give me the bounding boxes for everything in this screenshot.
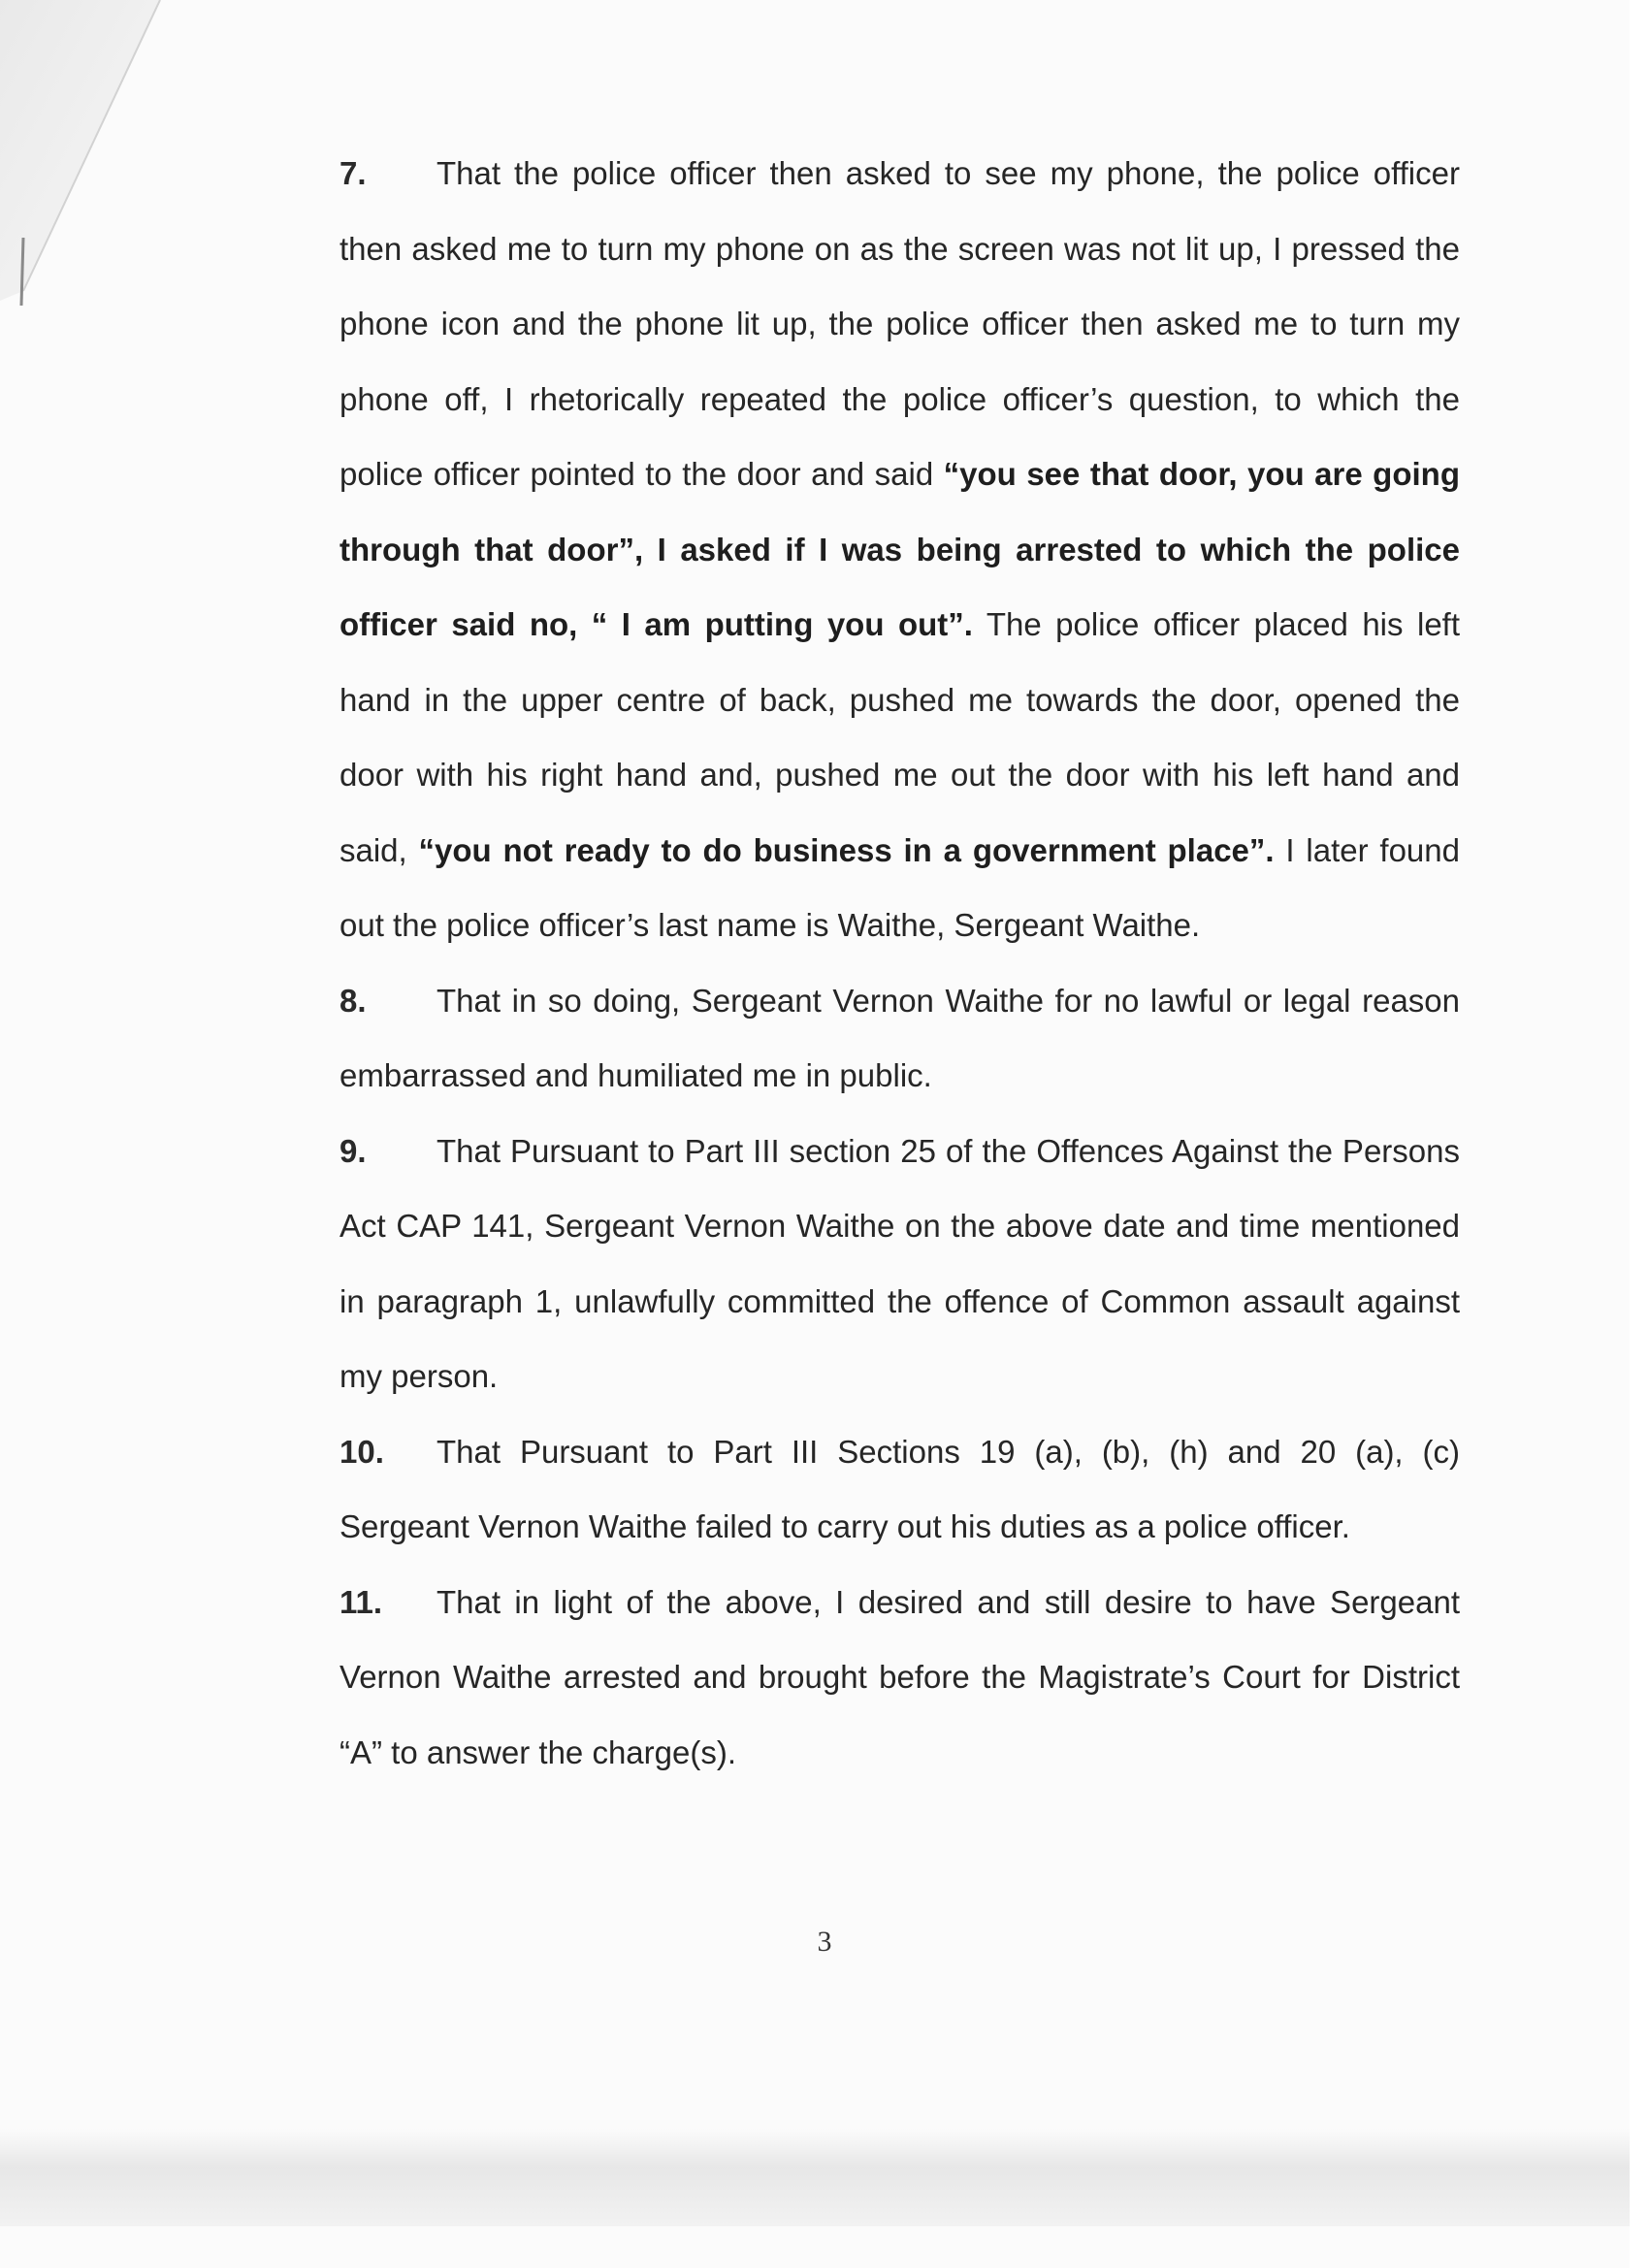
paragraph-9	[340, 1114, 1460, 1414]
paragraph-8	[340, 963, 1460, 1114]
scan-bottom-shadow	[0, 2129, 1630, 2226]
page-number: 3	[817, 1926, 832, 1958]
paragraph-text: That the police officer then asked to see my phone, the police officer then asked me to turn my phone on as the screen was not lit up, I pressed the phone icon and the phone lit up, the police officer then asked me to turn my phone off, I rhetorically repeated the police officer’s question, to which the police officer pointed to the door and said	[340, 155, 1460, 492]
paragraph-text: That Pursuant to Part III section 25 of the Offences Against the Persons Act CAP 141, Sergeant Vernon Waithe on the above date and time mentioned in paragraph 1, unlawfully committed the offence of Common assault against my person.	[340, 1132, 1460, 1394]
paragraph-text: That in so doing, Sergeant Vernon Waithe for no lawful or legal reason embarrassed and humiliated me in public.	[340, 982, 1460, 1093]
scan-right-edge	[1630, 0, 1649, 2268]
quoted-statement: “you not ready to do business in a government place”.	[418, 831, 1275, 868]
paragraph-text: I later found out the police officer’s last name is Waithe, Sergeant Waithe.	[340, 831, 1460, 943]
folded-corner-shadow	[0, 0, 175, 310]
paragraph-text: The police officer placed his left hand in the upper centre of back, pushed me towards the door, opened the door with his right hand and, pushed me out the door with his left hand and said,	[340, 606, 1461, 868]
paragraph-text: That in light of the above, I desired and still desire to have Sergeant Vernon Waithe arrested and brought before the Magistrate’s Court for District “A” to answer the charge(s).	[340, 1583, 1460, 1770]
paragraph-10	[340, 1414, 1460, 1565]
paragraph-number: 10.	[340, 1433, 384, 1470]
paragraph-11	[340, 1565, 1460, 1791]
paragraph-number: 9.	[340, 1132, 367, 1169]
paragraph-number: 11.	[340, 1583, 383, 1620]
paragraph-text: That Pursuant to Part III Sections 19 (a), (b), (h) and 20 (a), (c) Sergeant Vernon Waithe failed to carry out his duties as a police officer.	[340, 1433, 1460, 1544]
paragraph-number: 8.	[340, 982, 367, 1019]
document-body	[340, 136, 1460, 1790]
paragraph-7	[340, 136, 1460, 963]
quoted-statement: “you see that door, you are going through that door”, I asked if I was being arrested to which the police officer said no, “ I am putting you out”.	[340, 456, 1460, 642]
paragraph-number: 7.	[340, 155, 367, 191]
